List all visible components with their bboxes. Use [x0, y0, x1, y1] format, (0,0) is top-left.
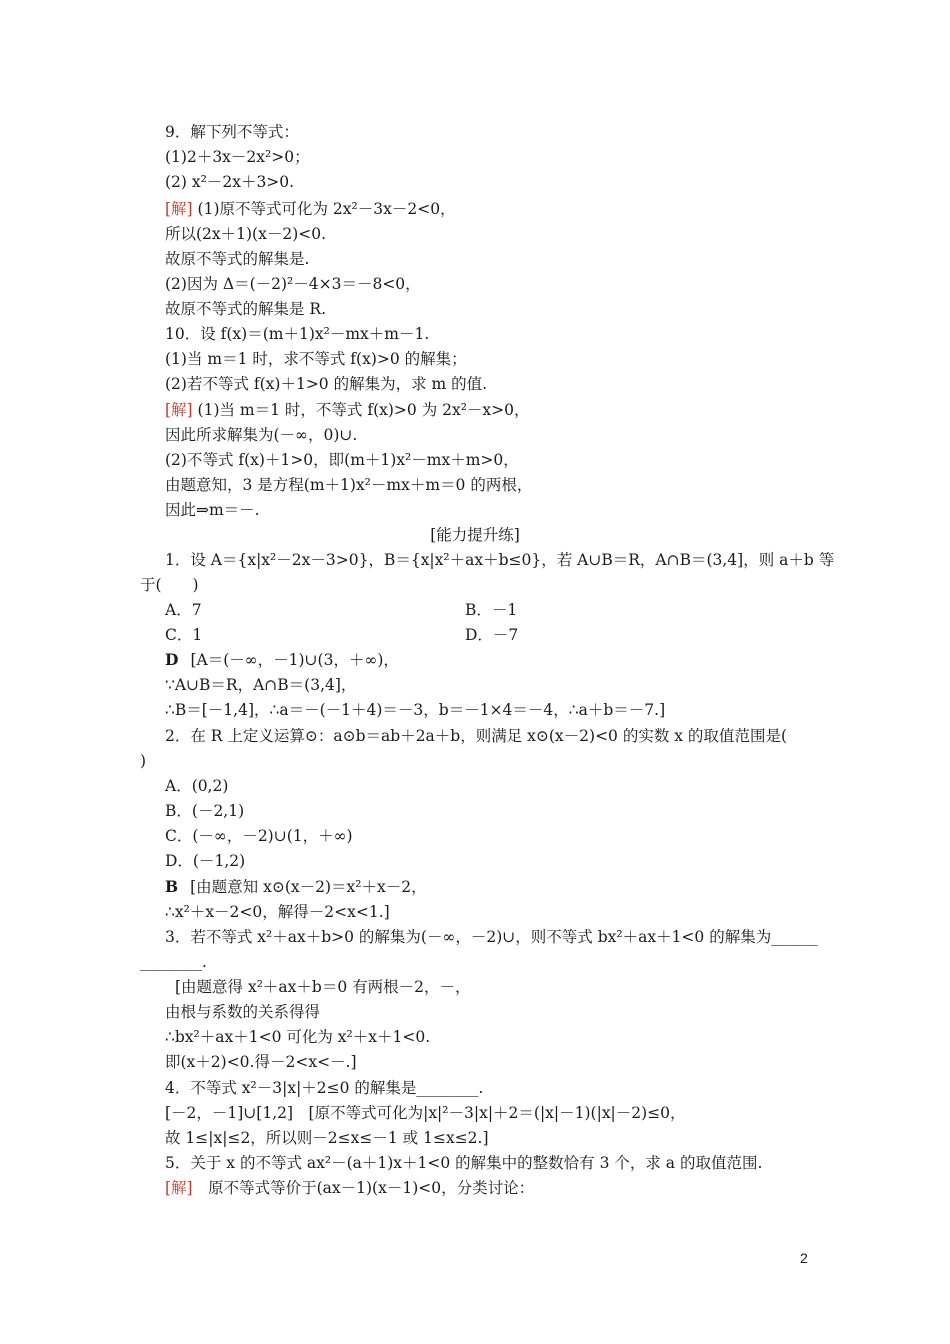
solution-line: (2)因为 Δ＝(－2)²－4×3＝－8<0，	[165, 275, 421, 293]
q4-solution-line: 故 1≤|x|≤2，所以则－2≤x≤－1 或 1≤x≤2.]	[165, 1129, 489, 1147]
q1-option-d: D．－7	[465, 626, 519, 644]
q1-options-row-2	[165, 625, 865, 645]
solution-line: 故原不等式的解集是.	[165, 250, 310, 268]
page-number: 2	[800, 1250, 808, 1266]
q1-answer-line	[165, 650, 399, 670]
solution-text: (1)原不等式可化为 2x²－3x－2<0，	[197, 200, 456, 218]
q1-option-a: A．7	[165, 601, 202, 619]
q3-stem: 3．若不等式 x²＋ax＋b>0 的解集为(－∞，－2)∪，则不等式 bx²＋ax＋1<0 的解集为______	[165, 928, 818, 946]
solution-line: 因此所求解集为(－∞，0)∪.	[165, 426, 358, 444]
q3-solution-line: ∴bx²＋ax＋1<0 可化为 x²＋x＋1<0.	[165, 1028, 431, 1046]
q1-solution-line: ∴B＝[－1,4]，∴a＝－(－1＋4)＝－3，b＝－1×4＝－4，∴a＋b＝－7.]	[165, 701, 666, 719]
solution-line: (2)不等式 f(x)＋1>0，即(m＋1)x²－mx＋m>0，	[165, 451, 519, 469]
q2-stem-cont: )	[140, 752, 147, 770]
q3-solution-line: 即(x＋2)<0.得－2<x<－.]	[165, 1053, 357, 1071]
q2-option-d: D．(－1,2)	[165, 852, 246, 870]
problem-10-part-2: (2)若不等式 f(x)＋1>0 的解集为，求 m 的值.	[165, 375, 488, 393]
q1-options-row-1	[165, 600, 865, 620]
solution-line: 故原不等式的解集是 R.	[165, 300, 327, 318]
q3-stem-cont: ________.	[140, 953, 207, 971]
problem-9-part-1: (1)2＋3x－2x²>0；	[165, 148, 310, 166]
q4-solution-line: [－2，－1]∪[1,2] [原不等式可化为|x|²－3|x|＋2＝(|x|－1)(|x|－2)≤0，	[165, 1104, 686, 1122]
solution-tag: [解]	[165, 401, 193, 419]
q5-stem: 5．关于 x 的不等式 ax²－(a＋1)x＋1<0 的解集中的整数恰有 3 个，求 a 的取值范围.	[165, 1154, 763, 1172]
q4-stem: 4．不等式 x²－3|x|＋2≤0 的解集是________.	[165, 1079, 484, 1097]
problem-10-part-1: (1)当 m＝1 时，求不等式 f(x)>0 的解集；	[165, 350, 467, 368]
problem-10-solution-line	[165, 400, 530, 420]
q1-stem-cont: 于( )	[140, 576, 199, 594]
q2-solution: [由题意知 x⊙(x－2)＝x²＋x－2，	[190, 878, 427, 896]
problem-10-title: 10．设 f(x)＝(m＋1)x²－mx＋m－1.	[165, 325, 430, 343]
q1-answer: D	[165, 650, 179, 669]
solution-line: 由题意知，3 是方程(m＋1)x²－mx＋m＝0 的两根，	[165, 476, 533, 494]
q1-solution: [A＝(－∞，－1)∪(3，＋∞)，	[190, 651, 399, 669]
q2-option-b: B．(－2,1)	[165, 802, 245, 820]
q2-answer-line	[165, 877, 427, 897]
section-title: [能力提升练]	[430, 526, 520, 544]
solution-line: 因此⇒m＝－.	[165, 501, 260, 519]
q2-option-a: A．(0,2)	[165, 777, 229, 795]
q2-solution-line: ∴x²＋x－2<0，解得－2<x<1.]	[165, 903, 390, 921]
q1-option-b: B．－1	[465, 601, 518, 619]
q3-solution-line: 由根与系数的关系得得	[165, 1003, 321, 1021]
q2-stem: 2．在 R 上定义运算⊙：a⊙b＝ab＋2a＋b，则满足 x⊙(x－2)<0 的实数 x 的取值范围是(	[165, 727, 787, 745]
q3-solution-line: [由题意得 x²＋ax＋b＝0 有两根－2，－，	[175, 978, 471, 996]
q2-answer: B	[165, 877, 179, 896]
q5-solution-line	[165, 1178, 534, 1198]
problem-9-solution-line	[165, 199, 456, 219]
solution-line: 所以(2x＋1)(x－2)<0.	[165, 225, 327, 243]
q1-stem: 1．设 A＝{x|x²－2x－3>0}，B＝{x|x²＋ax＋b≤0}，若 A∪B＝R，A∩B＝(3,4]，则 a＋b 等	[165, 551, 835, 569]
problem-9-part-2: (2) x²－2x＋3>0.	[165, 173, 295, 191]
solution-tag: [解]	[165, 1179, 193, 1197]
solution-text: (1)当 m＝1 时，不等式 f(x)>0 为 2x²－x>0，	[197, 401, 530, 419]
q5-solution-text: 原不等式等价于(ax－1)(x－1)<0，分类讨论：	[192, 1179, 535, 1197]
q1-solution-line: ∵A∪B＝R，A∩B＝(3,4]，	[165, 676, 357, 694]
solution-tag: [解]	[165, 200, 193, 218]
problem-9-title: 9．解下列不等式：	[165, 123, 299, 141]
q2-option-c: C．(－∞，－2)∪(1，＋∞)	[165, 827, 353, 845]
q1-option-c: C．1	[165, 626, 203, 644]
